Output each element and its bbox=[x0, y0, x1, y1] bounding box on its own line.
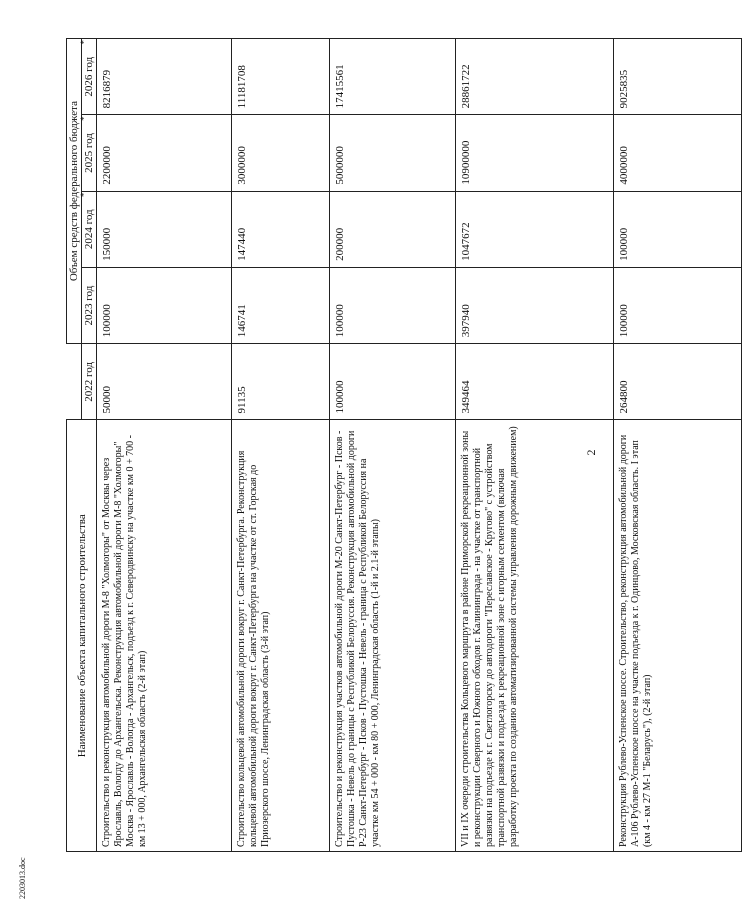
table-row bbox=[614, 39, 742, 852]
year-header bbox=[79, 115, 97, 191]
year-label: 2022 год bbox=[83, 361, 95, 402]
budget-value-cell: 28861722 bbox=[456, 39, 614, 115]
budget-value-cell: 397940 bbox=[456, 267, 614, 343]
budget-value-cell: 100000 bbox=[614, 267, 742, 343]
budget-value-cell: 146741 bbox=[232, 267, 330, 343]
table-row bbox=[232, 39, 330, 852]
budget-value-cell: 100000 bbox=[330, 267, 456, 343]
page-number: 2 bbox=[584, 449, 598, 456]
budget-value-cell: 264800 bbox=[614, 344, 742, 420]
project-name-cell: Строительство и реконструкция участков автомобильной дороги М-20 Санкт-Петербург - Псков - Пустошка - Невель до границы с Республикой Белоруссия. Реконструкция автомобильной дороги Р-23 Санкт-Петербург - Псков - Пустошка - Невель - граница с Республикой Белоруссия на участке км 54 + 000 - км 80 + 000, Ленинградская область (1-й и 2.1-й этапы) bbox=[330, 420, 456, 852]
project-name-cell: Реконструкция Рублево-Успенское шоссе. Строительство, реконструкция автомобильной дороги А-106 Рублево-Успенское шоссе на участке подъезда к г. Одинцово, Московская область. I этап (км 4 - км 27 М-1 "Беларусь"), (2-й этап) bbox=[614, 420, 742, 852]
budget-value-cell: 1047672 bbox=[456, 191, 614, 267]
footnote-marker: * bbox=[79, 192, 89, 198]
table-row bbox=[330, 39, 456, 852]
budget-value-cell: 100000 bbox=[330, 344, 456, 420]
budget-table bbox=[66, 38, 742, 852]
document-code: 2203013.doc bbox=[18, 857, 27, 899]
year-header bbox=[82, 344, 97, 420]
year-label: 2025 год bbox=[83, 133, 95, 173]
budget-value-cell: 9025835 bbox=[614, 39, 742, 115]
budget-value-cell: 50000 bbox=[97, 344, 232, 420]
year-label: 2026 год bbox=[83, 56, 95, 97]
budget-value-cell: 91135 bbox=[232, 344, 330, 420]
budget-value-cell: 5000000 bbox=[330, 115, 456, 191]
budget-value-cell: 8216879 bbox=[97, 39, 232, 115]
footnote-marker: * bbox=[79, 40, 89, 45]
budget-value-cell: 10900000 bbox=[456, 115, 614, 191]
budget-value-cell: 200000 bbox=[330, 191, 456, 267]
budget-group-header: Объем средств федерального бюджета bbox=[67, 39, 82, 344]
budget-value-cell: 100000 bbox=[614, 191, 742, 267]
table-row bbox=[97, 39, 232, 852]
year-header bbox=[82, 267, 97, 343]
year-label: 2023 год bbox=[83, 285, 95, 326]
budget-value-cell: 147440 bbox=[232, 191, 330, 267]
budget-value-cell: 349464 bbox=[456, 344, 614, 420]
table-body bbox=[97, 39, 742, 852]
footnote-marker: * bbox=[79, 116, 89, 121]
project-name-cell: Строительство и реконструкция автомобильной дороги М-8 "Холмогоры" от Москвы через Ярославль, Вологду до Архангельска. Реконструкция автомобильной дороги М-8 "Холмогоры" Москва - Ярославль - Вологда - Архангельск, подъезд к г. Северодвинску на участке км 0 + 700 - км 13 + 000, Архангельская область (2-й этап) bbox=[97, 420, 232, 852]
year-header bbox=[79, 39, 97, 115]
budget-value-cell: 3000000 bbox=[232, 115, 330, 191]
budget-value-cell: 100000 bbox=[97, 267, 232, 343]
year-label: 2024 год bbox=[83, 209, 95, 250]
project-name-cell: VII и IX очереди строительства Кольцевого маршрута в районе Приморской рекреационной зоны и реконструкции Северного и Южного обходов г. Калининграда - на участке от транспортной развязки на подъезде к г. Светлогорску до автодороги "Переславское - Кругово" с устройством транспортной развязки и подъезда к рекреационной зоне с игорным сегментом (включая разработку проекта по созданию автоматизированной системы управления дорожным движением) bbox=[456, 420, 614, 852]
budget-value-cell: 17415561 bbox=[330, 39, 456, 115]
project-name-cell: Строительство кольцевой автомобильной дороги вокруг г. Санкт-Петербурга. Реконструкция кольцевой автомобильной дороги вокруг г. Санкт-Петербурга на участке от ст. Горская до Приозерского шоссе, Ленинградская область (3-й этап) bbox=[232, 420, 330, 852]
budget-value-cell: 150000 bbox=[97, 191, 232, 267]
budget-value-cell: 4000000 bbox=[614, 115, 742, 191]
name-column-header: Наименование объекта капитального строительства bbox=[67, 420, 97, 852]
budget-value-cell: 11181708 bbox=[232, 39, 330, 115]
year-header bbox=[79, 191, 97, 267]
budget-value-cell: 2200000 bbox=[97, 115, 232, 191]
table-header bbox=[67, 39, 97, 852]
